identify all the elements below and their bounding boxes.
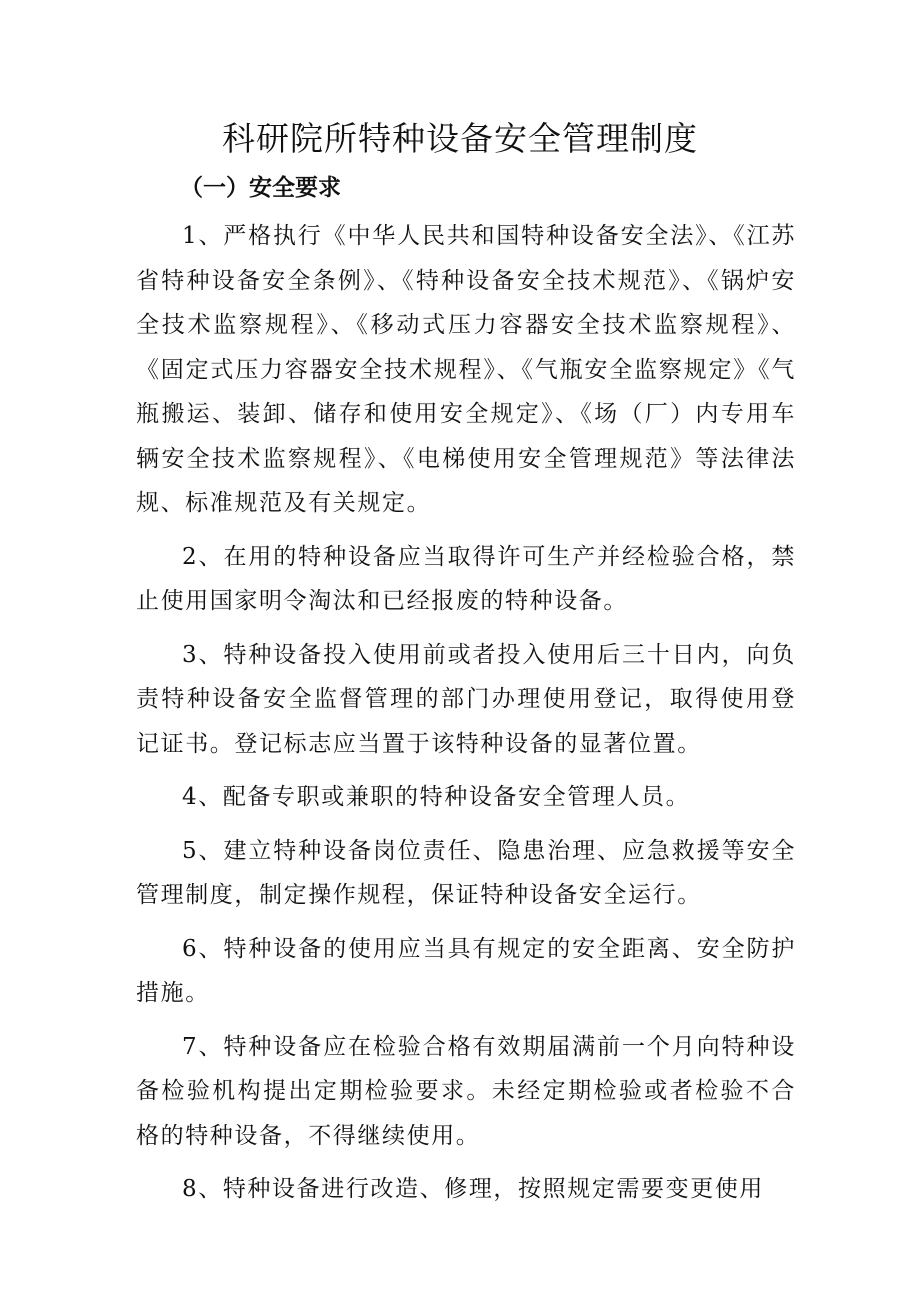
section-heading: （一）安全要求 bbox=[180, 174, 341, 201]
paragraph-7: 7、特种设备应在检验合格有效期届满前一个月向特种设备检验机构提出定期检验要求。未经定期检验或者检验不合格的特种设备，不得继续使用。 bbox=[136, 1033, 796, 1149]
paragraph-8: 8、特种设备进行改造、修理，按照规定需要变更使用 bbox=[182, 1176, 765, 1202]
paragraph-1: 1、严格执行《中华人民共和国特种设备安全法》、《江苏省特种设备安全条例》、《特种设备安全技术规范》、《锅炉安全技术监察规程》、《移动式压力容器安全技术监察规程》、《固定式压力容器安全技术规程》、《气瓶安全监察规定》《气瓶搬运、装卸、储存和使用安全规定》、《场（厂）内专用车辆安全技术监察规程》、《电梯使用安全管理规范》等法律法规、标准规范及有关规定。 bbox=[136, 223, 796, 516]
paragraph-4: 4、配备专职或兼职的特种设备安全管理人员。 bbox=[182, 784, 691, 810]
paragraph-2: 2、在用的特种设备应当取得许可生产并经检验合格，禁止使用国家明令淘汰和已经报废的特种设备。 bbox=[136, 543, 796, 614]
paragraph-5: 5、建立特种设备岗位责任、隐患治理、应急救援等安全管理制度，制定操作规程，保证特种设备安全运行。 bbox=[136, 837, 796, 908]
paragraph-6: 6、特种设备的使用应当具有规定的安全距离、安全防护措施。 bbox=[136, 935, 796, 1006]
document-title: 科研院所特种设备安全管理制度 bbox=[222, 119, 698, 158]
paragraph-3: 3、特种设备投入使用前或者投入使用后三十日内，向负责特种设备安全监督管理的部门办理使用登记，取得使用登记证书。登记标志应当置于该特种设备的显著位置。 bbox=[136, 641, 796, 757]
document-body bbox=[136, 214, 796, 1221]
